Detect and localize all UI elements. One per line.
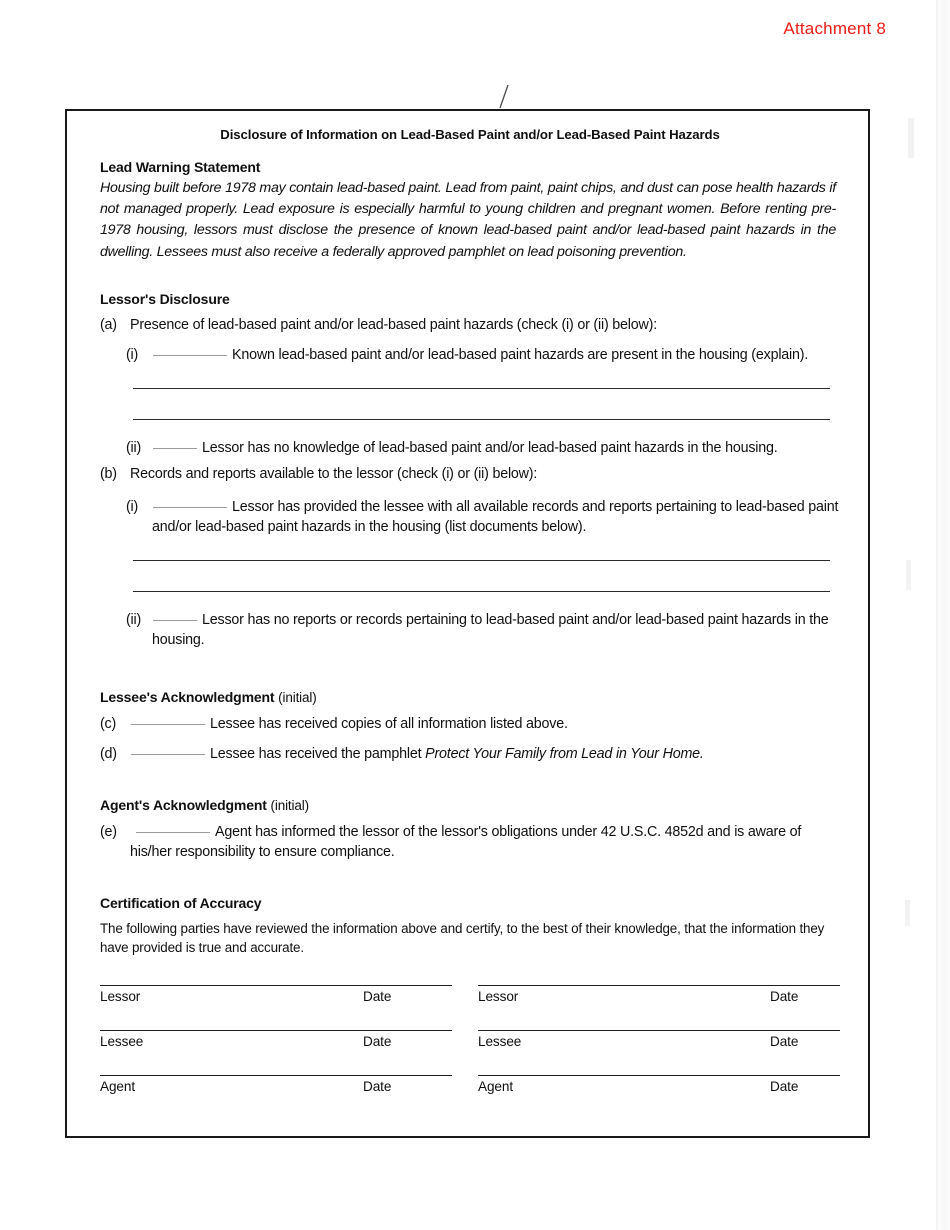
list-text-b-i: Lessor has provided the lessee with all available records and reports pertaining to lead-based paint and/or lead-based paint hazards in the housing (list documents below).: [152, 498, 839, 536]
lessor-disclosure-heading: Lessor's Disclosure: [100, 290, 230, 307]
list-text-b-ii: Lessor has no reports or records pertaining to lead-based paint and/or lead-based paint hazards in the housing.: [152, 611, 829, 649]
signature-date-label: Date: [363, 988, 392, 1004]
form-title: Disclosure of Information on Lead-Based Paint and/or Lead-Based Paint Hazards: [220, 127, 720, 142]
list-item-b-i: [126, 497, 840, 538]
initial-blank-d[interactable]: [131, 754, 205, 755]
signature-date-label: Date: [363, 1078, 392, 1094]
list-marker-a-ii: (ii): [126, 439, 142, 456]
pamphlet-title: Protect Your Family from Lead in Your Home.: [425, 746, 704, 763]
scan-speck: [906, 560, 911, 590]
scan-speck: [908, 118, 914, 158]
list-marker-b-i: (i): [126, 498, 139, 515]
lead-warning-body: Housing built before 1978 may contain lead-based paint. Lead from paint, paint chips, and dust can pose health hazards if not managed properly. Lead exposure is especially harmful to young children and pregnant women. Before renting pre-1978 housing, lessors must disclose the presence of known lead-based paint and/or lead-based paint hazards in the dwelling. Lessees must also receive a federally approved pamphlet on lead poisoning prevention.: [100, 180, 836, 260]
signature-cell-lessee-right: [478, 1030, 840, 1060]
signature-party-label: Agent: [100, 1078, 136, 1094]
list-item-e: [100, 822, 840, 863]
list-text-b: Records and reports available to the lessor (check (i) or (ii) below):: [130, 466, 538, 483]
list-item-a-ii: [126, 438, 840, 459]
lessee-acknowledgment-heading: [100, 687, 840, 708]
list-text-c: Lessee has received copies of all information listed above.: [210, 715, 568, 732]
list-marker-a: (a): [100, 316, 117, 333]
list-marker-d: (d): [100, 746, 117, 763]
initial-blank-c[interactable]: [131, 724, 205, 725]
signature-line[interactable]: [478, 985, 840, 986]
list-item-b: [100, 464, 840, 485]
list-item-b-ii: [126, 610, 840, 651]
list-marker-b-ii: (ii): [126, 611, 142, 628]
list-item-a: [100, 315, 840, 336]
signature-line[interactable]: [100, 1075, 452, 1076]
signature-line[interactable]: [478, 1030, 840, 1031]
list-item-a-i: [126, 345, 840, 366]
agent-acknowledgment-heading-note: (initial): [270, 797, 309, 813]
signature-date-label: Date: [363, 1033, 392, 1049]
certification-body: The following parties have reviewed the information above and certify, to the best of their knowledge, that the information they have provided is true and accurate.: [100, 920, 825, 955]
signature-line[interactable]: [100, 1030, 452, 1031]
signature-date-label: Date: [770, 988, 799, 1004]
list-marker-c: (c): [100, 715, 117, 732]
list-text-a-i: Known lead-based paint and/or lead-based paint hazards are present in the housing (explain).: [232, 347, 809, 364]
signature-party-label: Lessor: [100, 988, 141, 1004]
list-marker-a-i: (i): [126, 347, 139, 364]
signature-date-label: Date: [770, 1033, 799, 1049]
signature-row: [100, 1075, 840, 1105]
certification-heading: Certification of Accuracy: [100, 894, 262, 911]
signature-line[interactable]: [478, 1075, 840, 1076]
signature-cell-lessor-right: [478, 985, 840, 1015]
list-text-a: Presence of lead-based paint and/or lead-based paint hazards (check (i) or (ii) below):: [130, 316, 657, 333]
list-item-d: [100, 744, 840, 765]
signature-cell-agent-left: [100, 1075, 452, 1105]
initial-blank-a-i[interactable]: [153, 355, 227, 356]
signature-block: [100, 985, 840, 1105]
lessee-acknowledgment-heading-note: (initial): [278, 689, 317, 705]
scan-artifact-right-edge: [936, 0, 950, 1230]
signature-line[interactable]: [100, 985, 452, 986]
initial-blank-b-ii[interactable]: [153, 620, 197, 621]
signature-party-label: Lessee: [478, 1033, 522, 1049]
initial-blank-a-ii[interactable]: [153, 448, 197, 449]
initial-blank-e[interactable]: [136, 832, 210, 833]
stray-pen-mark: [498, 84, 510, 110]
list-text-e: Agent has informed the lessor of the lessor's obligations under 42 U.S.C. 4852d and is aware of his/her responsibility to ensure compliance.: [130, 823, 802, 861]
signature-party-label: Lessee: [100, 1033, 144, 1049]
agent-acknowledgment-heading: [100, 795, 840, 816]
attachment-label: Attachment 8: [783, 19, 886, 38]
signature-cell-lessee-left: [100, 1030, 452, 1060]
signature-row: [100, 1030, 840, 1060]
scan-artifact-right-line: [936, 0, 938, 1230]
signature-cell-lessor-left: [100, 985, 452, 1015]
signature-row: [100, 985, 840, 1015]
signature-party-label: Lessor: [478, 988, 519, 1004]
lead-warning-heading: Lead Warning Statement: [100, 159, 261, 175]
form-frame: [65, 109, 870, 1138]
agent-acknowledgment-heading-text: Agent's Acknowledgment: [100, 796, 267, 813]
list-item-c: [100, 714, 840, 735]
scan-speck: [905, 900, 910, 926]
list-marker-b: (b): [100, 466, 117, 483]
initial-blank-b-i[interactable]: [153, 507, 227, 508]
lessee-acknowledgment-heading-text: Lessee's Acknowledgment: [100, 688, 275, 705]
signature-cell-agent-right: [478, 1075, 840, 1105]
list-text-a-ii: Lessor has no knowledge of lead-based paint and/or lead-based paint hazards in the housing.: [202, 439, 778, 456]
list-text-d: Lessee has received the pamphlet: [210, 746, 426, 763]
signature-date-label: Date: [770, 1078, 799, 1094]
form-content: [100, 125, 840, 1120]
list-marker-e: (e): [100, 823, 117, 840]
signature-party-label: Agent: [478, 1078, 514, 1094]
